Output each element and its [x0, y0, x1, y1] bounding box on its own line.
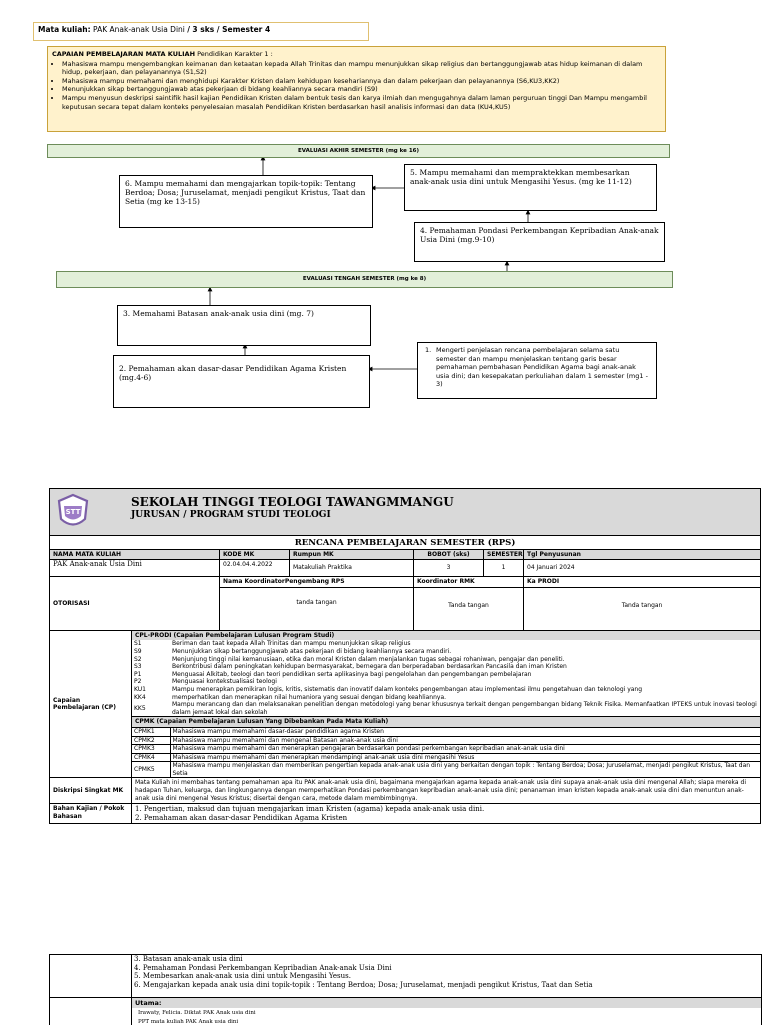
cpl-row — [132, 656, 760, 664]
cont-list — [134, 955, 593, 989]
course-sep: / — [187, 25, 191, 34]
cp-row — [50, 630, 761, 778]
cpl-row — [132, 701, 760, 716]
v-kode: 02.04.04.4.2022 — [220, 560, 290, 577]
uts-bar: EVALUASI TENGAH SEMESTER (mg ke 8) — [56, 271, 673, 288]
course-name: PAK Anak-anak Usia Dini — [93, 25, 185, 34]
cpl-row — [132, 663, 760, 671]
rps-header-row — [50, 489, 761, 536]
h-nama: NAMA MATA KULIAH — [50, 549, 220, 560]
cpmk-row — [132, 762, 760, 778]
h-bobot: BOBOT (sks) — [414, 549, 484, 560]
cp-box — [47, 46, 666, 132]
course-header — [33, 22, 369, 41]
rps-title-row — [50, 536, 761, 550]
cpl-row — [132, 671, 760, 679]
desk-text: Mata Kuliah ini membahas tentang pemahaman apa itu PAK anak-anak usia dini, bagaimana mengajarkan agama kepada anak-anak usia dini supaya anak-anak usia dini mengenal Allah; siapa mereka di hadapan Tuhan, keluarga, dan lingkungannya dengan memperhatikan Pondasi perkembangan kepribadian anak-anak usia dini; penanaman iman kristen kepada anak-anak usia dini dan menuntun anak-anak usia dini mengenal Yesus Kristus; disertai dengan cara, metode dalam membimbingnya. — [132, 778, 761, 804]
school-block — [131, 495, 454, 521]
cpmk-code: CPMK5 — [132, 762, 170, 778]
rps-header-cell — [50, 489, 761, 536]
h-koord: Nama KoordinatorPengembang RPS — [220, 577, 414, 588]
cpl-row — [132, 678, 760, 686]
cp-title — [52, 50, 661, 59]
continuation-table — [49, 954, 762, 1025]
node-4: 4. Pemahaman Pondasi Perkembangan Kepribadian Anak-anak Usia Dini (mg.9-10) — [414, 222, 665, 262]
v-rumpun: Matakuliah Praktika — [290, 560, 414, 577]
school-name: SEKOLAH TINGGI TEOLOGI TAWANGMMANGU — [131, 495, 454, 509]
cpmk-text: Mahasiswa mampu menjelaskan dan memberikan pengertian kepada anak-anak usia dini yang berkaitan dengan topik : Tentang Berdoa; Dosa; Juruselamat, menjadi pengikut Kristus, Taat dan Setia — [172, 762, 751, 777]
node-1-number: 1. — [425, 346, 432, 354]
cpl-title: CPL-PRODI (Capaian Pembelajaran Lulusan Program Studi) — [132, 631, 760, 641]
node-1 — [417, 342, 657, 399]
desk-label: Diskripsi Singkat MK — [50, 778, 132, 804]
cpl-text: Mampu merancang dan dan melaksanakan penelitian dengan metodologi yang benar khususnya terkait dengan pengembangan bidang Teknik Fisika. Memanfaatkan IPTEKS untuk inovasi teologi dalam jemaat lokal dan sekolah — [172, 701, 757, 716]
v-semester: 1 — [484, 560, 524, 577]
cp-list — [52, 60, 661, 112]
node-5: 5. Mampu memahami dan mempraktekkan membesarkan anak-anak usia dini untuk Mengasihi Yesus. (mg ke 11-12) — [404, 164, 657, 211]
ref-list — [138, 1009, 256, 1027]
cp-content — [132, 630, 761, 778]
cont-item: 5. Membesarkan anak-anak usia dini untuk Mengasihi Yesus. — [134, 972, 351, 980]
bahan-item: 2. Pemahaman akan dasar-dasar Pendidikan Agama Kristen — [135, 813, 348, 822]
cont-divider — [131, 955, 132, 1025]
h-kode: KODE MK — [220, 549, 290, 560]
cpl-row — [132, 640, 760, 648]
node-1-text: Mengerti penjelasan rencana pembelajaran selama satu semester dan mampu menjelaskan tentang garis besar pemahaman pembahasan Pendidikan Agama bagi anak-anak usia dini; dan kesepakatan perkuliahan dalam 1 semester (mg1 - 3) — [436, 346, 648, 388]
bahan-item: 1. Pengertian, maksud dan tujuan mengajarkan iman Kristen (agama) kepada anak-anak usia dini. — [135, 805, 485, 814]
cpmk-row — [132, 745, 760, 754]
course-label: Mata kuliah: — [38, 25, 91, 34]
ref-item: Irawaty, Felicia. Diktat PAK Anak usia dini — [138, 1010, 256, 1016]
cpmk-text: Mahasiswa mampu memahami dan menerapkan mendampingi anak-anak usia dini mengasihi Yesus — [170, 753, 760, 762]
cp-label: Capaian Pembelajaran (CP) — [50, 630, 132, 778]
course-sks: 3 sks / Semester 4 — [192, 25, 271, 34]
h-kaprodi: Ka PRODI — [524, 577, 761, 588]
cpl-text: Menguasai Alkitab, teologi dan teori pendidikan serta aplikasinya bagi pengelolahan dan pengembangan pembelajaran — [172, 670, 532, 678]
ref-utama: Utama: — [132, 998, 761, 1008]
node-3: 3. Memahami Batasan anak-anak usia dini (mg. 7) — [117, 305, 371, 346]
cpl-text: Beriman dan taat kepada Allah Trinitas dan mampu menunjukkan sikap religius — [172, 640, 411, 648]
cpmk-text: Mahasiswa mampu memahami dan menerapkan pengajaran berdasarkan pondasi perkembangan kepribadian anak-anak usia dini — [170, 745, 760, 754]
rps-table — [49, 488, 761, 824]
node-2: 2. Pemahaman akan dasar-dasar Pendidikan Agama Kristen (mg.4-6) — [113, 355, 370, 408]
cpl-text: memperhatikan dan menerapkan nilai humaniora yang sesuai dengan bidang keahliannya. — [172, 693, 447, 701]
cpl-text: Menunjukkan sikap bertanggungjawab atas pekerjaan di bidang keahliannya secara mandiri. — [172, 647, 452, 655]
logo-text: STT — [65, 508, 81, 516]
bahan-label: Bahan Kajian / Pokok Bahasan — [50, 804, 132, 824]
cpl-list — [132, 640, 760, 716]
cpl-code: P1 — [134, 670, 142, 678]
sig-kaprodi: Tanda tangan — [524, 587, 761, 630]
h-semester: SEMESTER — [484, 549, 524, 560]
cpl-text: Menjunjung tinggi nilai kemanusiaan, etika dan moral Kristen dalam menjalankan tugas sebagai rohaniwan, pengajar dan peneliti. — [172, 655, 565, 663]
sig-koord: tanda tangan — [220, 587, 414, 630]
v-nama: PAK Anak-anak Usia Dini — [50, 560, 220, 577]
rps-meta-values — [50, 560, 761, 577]
cpl-code: KU1 — [134, 685, 146, 693]
node-6: 6. Mampu memahami dan mengajarkan topik-topik: Tentang Berdoa; Dosa; Juruselamat, menjadi pengikut Kristus, Taat dan Setia (mg ke 13-15) — [119, 175, 373, 228]
cpl-code: P2 — [134, 678, 142, 686]
cpl-row — [132, 648, 760, 656]
v-tgl: 04 Januari 2024 — [524, 560, 761, 577]
bahan-row — [50, 804, 761, 824]
sig-rmk: Tanda tangan — [414, 587, 524, 630]
h-rumpun: Rumpun MK — [290, 549, 414, 560]
cpmk-row — [132, 736, 760, 745]
h-rmk: Koordinator RMK — [414, 577, 524, 588]
uas-bar: EVALUASI AKHIR SEMESTER (mg ke 16) — [47, 144, 670, 158]
cpl-text: Berkontribusi dalam peningkatan kehidupan bermasyarakat, bernegara dan berperadaban berdasarkan Pancasila dan iman Kristen — [172, 663, 567, 671]
ref-item: PPT mata kuliah PAK Anak usia dini — [138, 1019, 239, 1025]
cp-item: • Mahasiswa mampu memahami dan menghidupi Karakter Kristen dalam kehidupan kesehariannya dan dalam pekerjaan dan pelayanannya (S6,KU3,KK2) — [62, 77, 661, 86]
otorisasi-header — [50, 577, 761, 588]
cp-item: • Mampu menyusun deskripsi saintifik hasil kajian Pendidikan Kristen dalam bentuk tesis dan karya ilmiah dan mengugahnya dalam laman perguruan tinggi Dan Mampu mengambil keputusan secara tepat dalam konteks penyelesaian masalah Pendidikan Kristen berdasarkan hasil analisis informasi dan data (KU4,KU5) — [62, 94, 661, 111]
rps-header — [53, 492, 757, 532]
h-tgl: Tgl Penyusunan — [524, 549, 761, 560]
cp-item: • Menunjukkan sikap bertanggungjawab atas pekerjaan di bidang keahliannya secara mandiri (S9) — [62, 85, 661, 94]
cont-item: 3. Batasan anak-anak usia dini — [134, 955, 243, 963]
cpl-text: Menguasai kontekstualisasi teologi — [172, 678, 277, 686]
cp-subtitle: Pendidikan Karakter 1 : — [197, 50, 273, 58]
cpl-code: KK5 — [134, 704, 146, 712]
desk-row — [50, 778, 761, 804]
bahan-list — [132, 804, 761, 824]
cp-title-text: CAPAIAN PEMBELAJARAN MATA KULIAH — [52, 50, 196, 58]
otorisasi-label: OTORISASI — [50, 577, 220, 631]
rps-meta-header — [50, 549, 761, 560]
cpl-code: S1 — [134, 640, 142, 648]
cpmk-list — [132, 727, 760, 778]
cpmk-code: CPMK3 — [132, 745, 170, 754]
cpl-text: Mampu menerapkan pemikiran logis, kritis, sistematis dan inovatif dalam konteks pengembangan atau implementasi ilmu pengetahuan dan teknologi yang — [172, 685, 643, 693]
cpmk-text: Mahasiswa mampu memahami dasar-dasar pendidikan agama Kristen — [170, 727, 760, 736]
cpmk-row — [132, 753, 760, 762]
cpmk-title: CPMK (Capaian Pembelajaran Lulusan Yang Dibebankan Pada Mata Kuliah) — [132, 716, 760, 727]
cont-item: 6. Mengajarkan kepada anak usia dini topik-topik : Tentang Berdoa; Dosa; Juruselamat, menjadi pengikut Kristus, Taat dan Setia — [134, 980, 593, 989]
cpmk-code: CPMK2 — [132, 736, 170, 745]
cpl-row — [132, 686, 760, 694]
cont-item: 4. Pemahaman Pondasi Perkembangan Kepribadian Anak-anak Usia Dini — [134, 963, 392, 972]
rps-title: RENCANA PEMBELAJARAN SEMESTER (RPS) — [50, 536, 761, 550]
cpl-code: KK4 — [134, 693, 146, 701]
cpmk-text: Mahasiswa mampu memahami dan mengenal Batasan anak-anak usia dini — [170, 736, 760, 745]
cpl-row — [132, 694, 760, 702]
v-bobot: 3 — [414, 560, 484, 577]
program-name: JURUSAN / PROGRAM STUDI TEOLOGI — [131, 510, 331, 520]
cp-item: • Mahasiswa mampu mengembangkan keimanan dan ketaatan kepada Allah Trinitas dan mampu menunjukkan sikap religius dan bertanggungjawab atas hidup keimanan di dalam hidup, pekerjaan, dan pelayanannya (S1,S2) — [62, 60, 661, 77]
cpl-code: S3 — [134, 663, 142, 671]
cpmk-row — [132, 727, 760, 736]
cpmk-code: CPMK4 — [132, 753, 170, 762]
stt-logo-icon — [53, 492, 93, 532]
cpmk-code: CPMK1 — [132, 727, 170, 736]
cpl-code: S9 — [134, 647, 142, 655]
cpl-code: S2 — [134, 655, 142, 663]
